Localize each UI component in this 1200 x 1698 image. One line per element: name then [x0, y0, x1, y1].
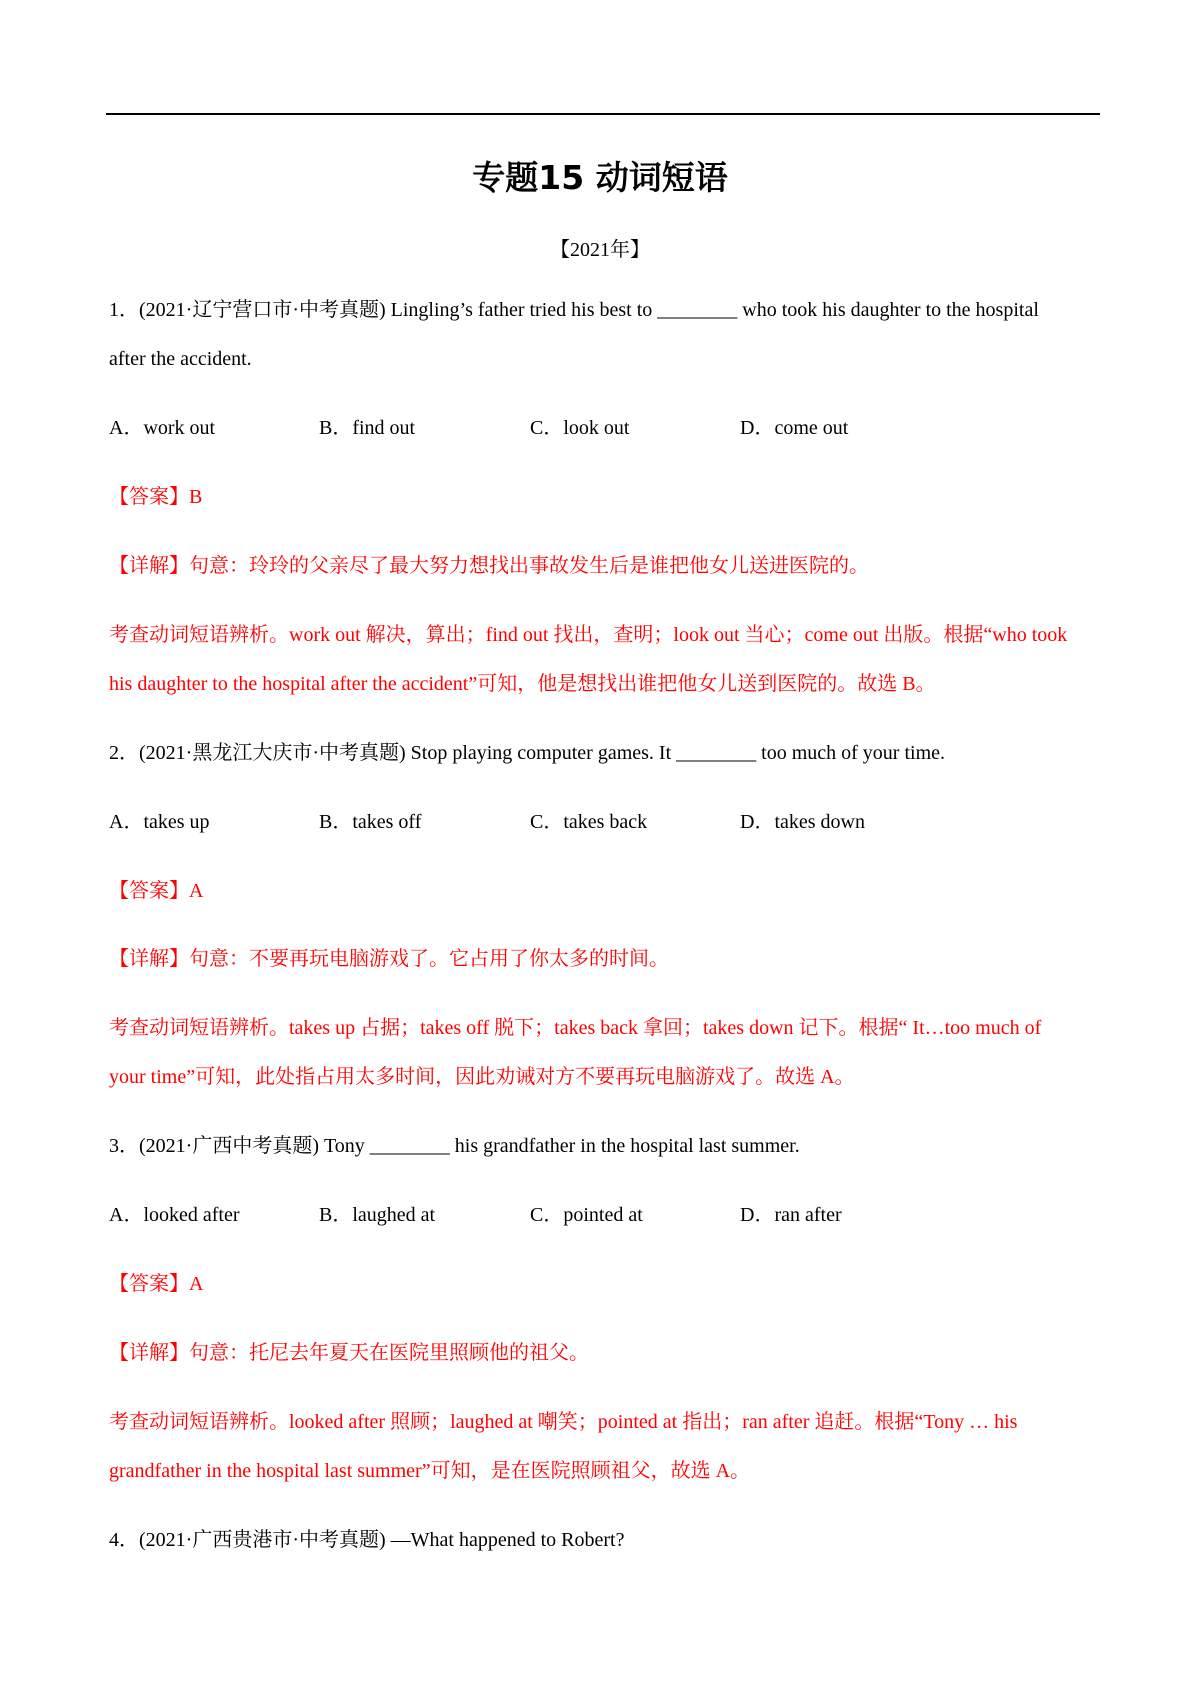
question-3-option-d: D．ran after — [740, 1204, 842, 1226]
question-3-analysis-cont: grandfather in the hospital last summer”可知，是在医院照顾祖父，故选 A。 — [109, 1460, 751, 1482]
question-3-analysis: 考查动词短语辨析。looked after 照顾；laughed at 嘲笑；pointed at 指出；ran after 追赶。根据“Tony … his — [109, 1411, 1018, 1433]
question-3-explanation: 【详解】句意：托尼去年夏天在医院里照顾他的祖父。 — [109, 1342, 589, 1364]
header-rule — [106, 113, 1100, 115]
question-2-answer: 【答案】A — [109, 880, 204, 902]
question-3-option-b: B．laughed at — [319, 1204, 436, 1226]
question-3-option-a: A．looked after — [109, 1204, 240, 1226]
question-2-analysis-cont: your time”可知，此处指占用太多时间，因此劝诫对方不要再玩电脑游戏了。故选 A。 — [109, 1066, 855, 1088]
question-4-stem: 4．(2021·广西贵港市·中考真题) —What happened to Robert? — [109, 1529, 625, 1551]
question-2-explanation: 【详解】句意：不要再玩电脑游戏了。它占用了你太多的时间。 — [109, 948, 669, 970]
question-2-option-c: C．takes back — [530, 811, 648, 833]
question-3-answer: 【答案】A — [109, 1273, 204, 1295]
question-1-stem: 1．(2021·辽宁营口市·中考真题) Lingling’s father tried his best to ________ who took his daughter to the hospital — [109, 299, 1039, 321]
question-1-stem-cont: after the accident. — [109, 348, 252, 370]
year-heading: 【2021年】 — [550, 239, 650, 261]
question-1-analysis-cont: his daughter to the hospital after the accident”可知，他是想找出谁把他女儿送到医院的。故选 B。 — [109, 673, 936, 695]
question-1-analysis: 考查动词短语辨析。work out 解决，算出；find out 找出，查明；look out 当心；come out 出版。根据“who took — [109, 624, 1068, 646]
question-1-option-a: A．work out — [109, 417, 216, 439]
question-2-option-a: A．takes up — [109, 811, 210, 833]
question-3-option-c: C．pointed at — [530, 1204, 643, 1226]
question-1-option-c: C．look out — [530, 417, 630, 439]
page-title: 专题15 动词短语 — [472, 158, 728, 197]
question-2-option-b: B．takes off — [319, 811, 422, 833]
question-2-analysis: 考查动词短语辨析。takes up 占据；takes off 脱下；takes back 拿回；takes down 记下。根据“ It…too much of — [109, 1017, 1042, 1039]
question-1-option-b: B．find out — [319, 417, 416, 439]
question-1-option-d: D．come out — [740, 417, 849, 439]
question-3-stem: 3．(2021·广西中考真题) Tony ________ his grandfather in the hospital last summer. — [109, 1135, 800, 1157]
question-1-answer: 【答案】B — [109, 486, 203, 508]
question-2-stem: 2．(2021·黑龙江大庆市·中考真题) Stop playing computer games. It ________ too much of your time. — [109, 742, 946, 764]
question-1-explanation: 【详解】句意：玲玲的父亲尽了最大努力想找出事故发生后是谁把他女儿送进医院的。 — [109, 555, 869, 577]
question-2-option-d: D．takes down — [740, 811, 865, 833]
